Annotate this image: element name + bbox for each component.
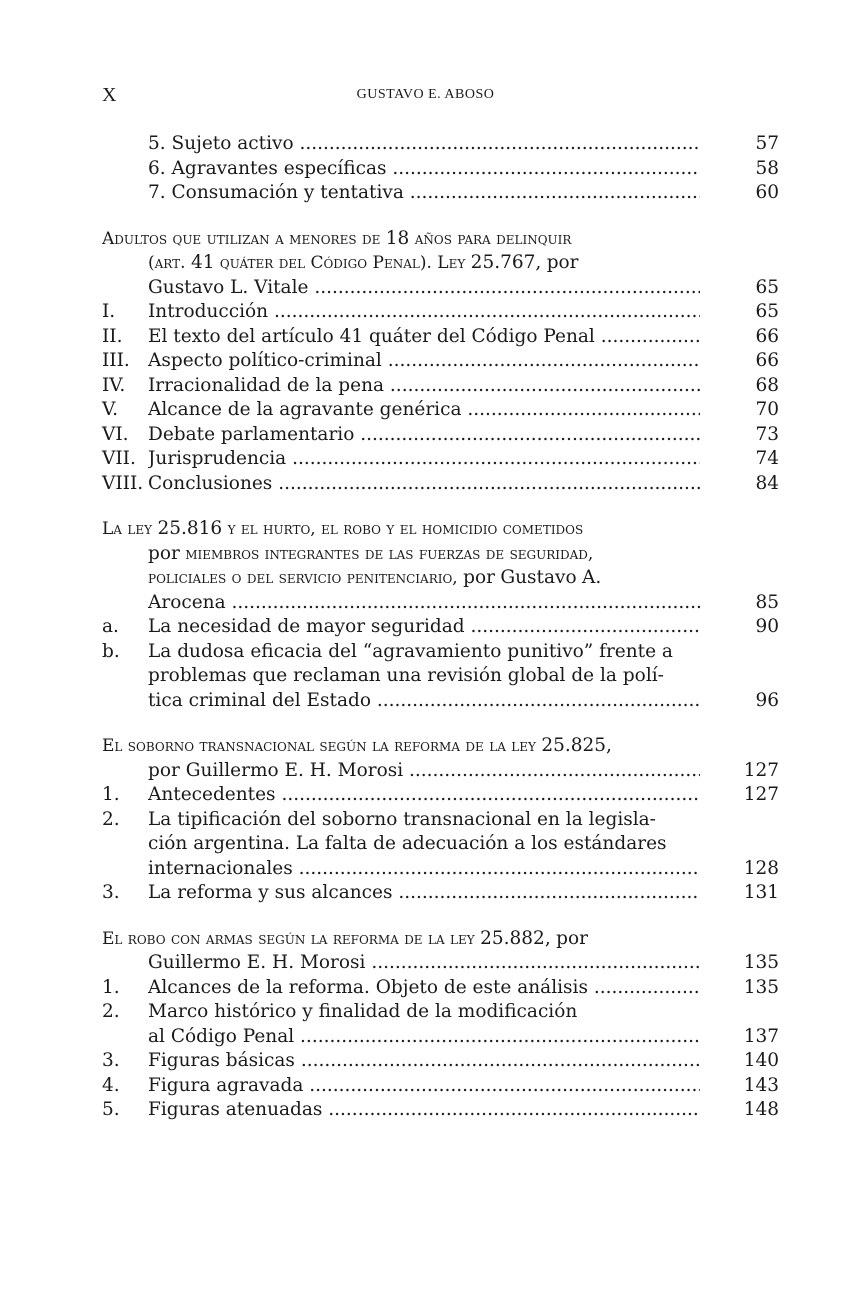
toc-entry <box>0 783 851 808</box>
page-number: 137 <box>743 1025 779 1047</box>
dot-leader <box>294 133 700 154</box>
toc-entry <box>0 615 851 640</box>
entry-label: 6. Agravantes específicas <box>148 157 387 179</box>
entry-number: VIII. <box>102 472 144 494</box>
entry-label: 7. Consumación y tentativa <box>148 182 404 203</box>
toc-entry <box>0 423 851 448</box>
entry-label: tica criminal del Estado <box>148 689 371 711</box>
section-title-line <box>0 542 851 567</box>
page-number: 135 <box>743 976 779 998</box>
page-number: 58 <box>755 157 779 179</box>
entry-label: Introducción <box>148 301 269 322</box>
toc-entry <box>0 132 851 157</box>
running-head: GUSTAVO E. ABOSO <box>356 87 495 102</box>
toc-entry <box>0 1025 851 1050</box>
page-number: 90 <box>755 616 779 637</box>
section-title-text: Adultos que utilizan a menores de 18 años para delinquir <box>102 227 572 249</box>
section-author: por Guillermo E. H. Morosi <box>148 759 404 781</box>
entry-label: 5. Sujeto activo <box>148 133 294 154</box>
entry-label: al Código Penal <box>148 1025 295 1047</box>
toc-entry <box>0 857 851 882</box>
page-number: 128 <box>743 857 779 879</box>
entry-number: 3. <box>102 882 120 903</box>
dot-leader <box>384 375 700 396</box>
page-number: 96 <box>755 689 779 711</box>
entry-label: Irracionalidad de la pena <box>148 374 385 396</box>
toc-entry <box>0 1098 851 1123</box>
dot-leader <box>365 952 700 973</box>
dot-leader <box>595 326 700 347</box>
dot-leader <box>308 277 700 298</box>
toc-entry <box>0 881 851 906</box>
dot-leader <box>465 616 700 637</box>
toc-entry <box>0 181 851 206</box>
dot-leader <box>295 1050 700 1071</box>
toc-entry <box>0 689 851 714</box>
section-title <box>0 517 851 615</box>
section-title-text: por miembros integrantes de las fuerzas de seguridad, <box>148 542 594 564</box>
toc-entry <box>0 808 851 833</box>
page-number: 57 <box>755 133 779 154</box>
entry-number: 4. <box>102 1074 120 1096</box>
entry-label: ción argentina. La falta de adecuación a los estándares <box>148 833 667 854</box>
entry-number: a. <box>102 616 119 637</box>
entry-number: 2. <box>102 1001 120 1022</box>
toc-entry <box>0 325 851 350</box>
section-title-author-line <box>0 591 851 616</box>
page-number: 85 <box>755 591 779 613</box>
section-title-line <box>0 517 851 542</box>
section-title-line <box>0 566 851 591</box>
entry-label: Figuras básicas <box>148 1050 295 1071</box>
toc-entry <box>0 1074 851 1099</box>
toc-entry <box>0 664 851 689</box>
dot-leader <box>382 350 700 371</box>
section-title <box>0 927 851 976</box>
entry-label: internacionales <box>148 857 293 879</box>
dot-leader <box>322 1099 700 1120</box>
toc-entry <box>0 1049 851 1074</box>
page-number: 65 <box>755 276 779 298</box>
entry-label: Figuras atenuadas <box>148 1099 323 1120</box>
entry-label: La necesidad de mayor seguridad <box>148 616 465 637</box>
page-number: 131 <box>743 882 779 903</box>
entry-label: El texto del artículo 41 quáter del Código Penal <box>148 325 595 347</box>
section-author: Gustavo L. Vitale <box>148 276 309 298</box>
page-header <box>0 84 851 110</box>
entry-number: III. <box>102 350 130 371</box>
page-number: 66 <box>755 325 779 347</box>
page-number: 60 <box>755 182 779 203</box>
page-number: 65 <box>755 301 779 322</box>
page-number: 148 <box>743 1099 779 1120</box>
entry-number: I. <box>102 301 116 322</box>
entry-number: II. <box>102 325 123 347</box>
entry-label: Debate parlamentario <box>148 423 355 445</box>
page-number: 140 <box>743 1050 779 1071</box>
section-title-text: El robo con armas según la reforma de la ley 25.882, por <box>102 927 588 949</box>
dot-leader <box>303 1075 700 1096</box>
section-title-text: (art. 41 quáter del Código Penal). Ley 25.767, por <box>148 252 579 273</box>
entry-number: 3. <box>102 1050 120 1071</box>
toc-entry <box>0 640 851 665</box>
dot-leader <box>588 977 700 998</box>
section-title-line <box>0 251 851 276</box>
section-title-line <box>0 927 851 952</box>
dot-leader <box>392 882 700 903</box>
entry-label: Aspecto político-criminal <box>148 350 382 371</box>
section-author: Arocena <box>148 591 226 613</box>
entry-label: La tipificación del soborno transnacional en la legisla- <box>148 808 656 830</box>
dot-leader <box>403 760 700 781</box>
dot-leader <box>387 158 701 179</box>
page-number: 74 <box>755 448 779 469</box>
entry-number: 1. <box>102 784 120 805</box>
section-title-line <box>0 734 851 759</box>
entry-label: Figura agravada <box>148 1074 304 1096</box>
section-title-text: La ley 25.816 y el hurto, el robo y el homicidio cometidos <box>102 518 584 539</box>
dot-leader <box>226 592 700 613</box>
dot-leader <box>371 690 700 711</box>
entry-number: 1. <box>102 976 120 998</box>
entry-label: La dudosa eficacia del “agravamiento punitivo” frente a <box>148 640 673 662</box>
entry-number: VI. <box>102 423 129 445</box>
dot-leader <box>404 182 700 203</box>
entry-label: Marco histórico y finalidad de la modificación <box>148 1001 578 1022</box>
dot-leader <box>461 399 700 420</box>
page-number: 68 <box>755 374 779 396</box>
entry-number: V. <box>102 399 119 420</box>
table-of-contents <box>0 132 851 1123</box>
section-title-line <box>0 227 851 252</box>
page-number: 70 <box>755 399 779 420</box>
entry-number: b. <box>102 640 120 662</box>
page-number: 73 <box>755 423 779 445</box>
entry-label: Antecedentes <box>148 784 276 805</box>
section-title <box>0 227 851 301</box>
toc-entry <box>0 157 851 182</box>
section-title-text: El soborno transnacional según la reforma de la ley 25.825, <box>102 735 612 756</box>
entry-number: 5. <box>102 1099 120 1120</box>
entry-number: VII. <box>102 448 136 469</box>
page-number: 135 <box>743 952 779 973</box>
dot-leader <box>268 301 700 322</box>
page-number: 84 <box>755 472 779 494</box>
toc-entry <box>0 472 851 497</box>
entry-number: IV. <box>102 374 126 396</box>
dot-leader <box>293 858 700 879</box>
dot-leader <box>286 448 700 469</box>
toc-entry <box>0 976 851 1001</box>
toc-entry <box>0 832 851 857</box>
dot-leader <box>272 473 700 494</box>
dot-leader <box>294 1026 700 1047</box>
section-title-text: policiales o del servicio penitenciario, por Gustavo A. <box>148 567 602 588</box>
toc-entry <box>0 447 851 472</box>
entry-number: 2. <box>102 808 120 830</box>
page-number: 66 <box>755 350 779 371</box>
dot-leader <box>276 784 700 805</box>
page-folio: X <box>102 84 117 106</box>
entry-label: problemas que reclaman una revisión global de la polí- <box>148 665 664 686</box>
toc-entry <box>0 374 851 399</box>
toc-entry <box>0 398 851 423</box>
section-author: Guillermo E. H. Morosi <box>148 952 366 973</box>
page-number: 127 <box>743 784 779 805</box>
entry-label: Alcance de la agravante genérica <box>148 399 462 420</box>
section-title-author-line <box>0 276 851 301</box>
section-title-author-line <box>0 759 851 784</box>
page-number: 143 <box>743 1074 779 1096</box>
toc-entry <box>0 300 851 325</box>
section-title <box>0 734 851 783</box>
entry-label: Alcances de la reforma. Objeto de este análisis <box>148 976 588 998</box>
entry-label: Conclusiones <box>148 472 273 494</box>
section-title-author-line <box>0 951 851 976</box>
toc-entry <box>0 1000 851 1025</box>
page-number: 127 <box>743 759 779 781</box>
entry-label: La reforma y sus alcances <box>148 882 393 903</box>
entry-label: Jurisprudencia <box>148 448 287 469</box>
toc-entry <box>0 349 851 374</box>
dot-leader <box>354 424 700 445</box>
